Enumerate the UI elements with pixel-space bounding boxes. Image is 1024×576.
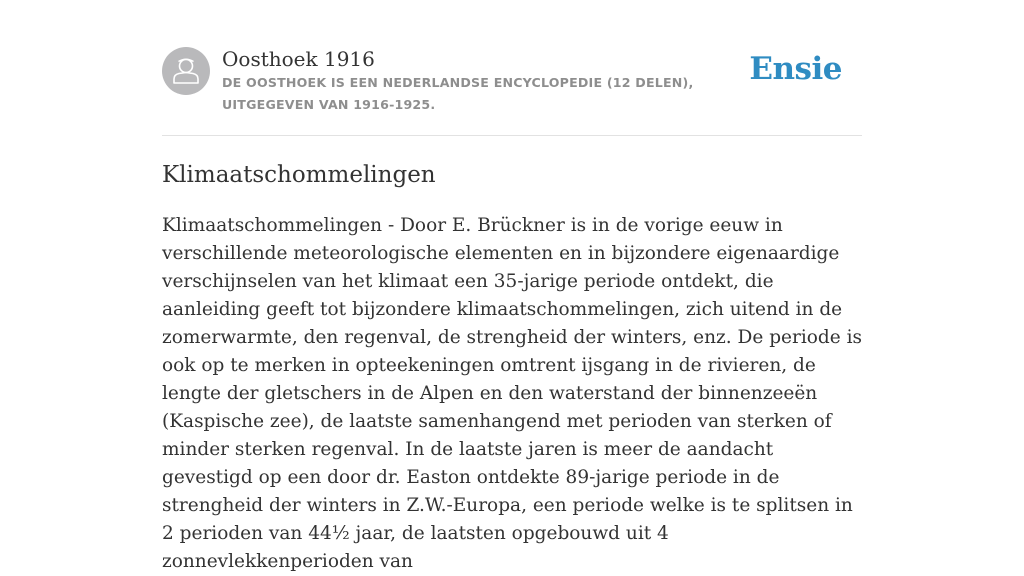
user-placeholder-icon[interactable] xyxy=(162,47,210,95)
source-title[interactable]: Oosthoek 1916 xyxy=(222,47,375,71)
article-title: Klimaatschommelingen xyxy=(162,162,436,188)
source-description: DE OOSTHOEK IS EEN NEDERLANDSE ENCYCLOPEDIE (12 DELEN), UITGEGEVEN VAN 1916-1925. xyxy=(222,75,694,112)
brand-logo[interactable]: Ensie xyxy=(749,51,842,87)
article-body: Klimaatschommelingen - Door E. Brückner is in de vorige eeuw in verschillende meteorologische elementen en in bijzondere eigenaardige verschijnselen van het klimaat een 35-jarige periode ontdekt, die aanleiding geeft tot bijzondere klimaatschommelingen, zich uitend in de zomerwarmte, den regenval, de strengheid der winters, enz. De periode is ook op te merken in opteekeningen omtrent ijsgang in de rivieren, de lengte der gletschers in de Alpen en den waterstand der binnenzeeën (Kaspische zee), de laatste samenhangend met perioden van sterken of minder sterken regenval. In de laatste jaren is meer de aandacht gevestigd op een door dr. Easton ontdekte 89-jarige periode in de strengheid der winters in Z.W.-Europa, een periode welke is te splitsen in 2 perioden van 44½ jaar, de laatsten opgebouwd uit 4 zonnevlekkenperioden van xyxy=(162,215,862,572)
source-header xyxy=(162,44,862,136)
